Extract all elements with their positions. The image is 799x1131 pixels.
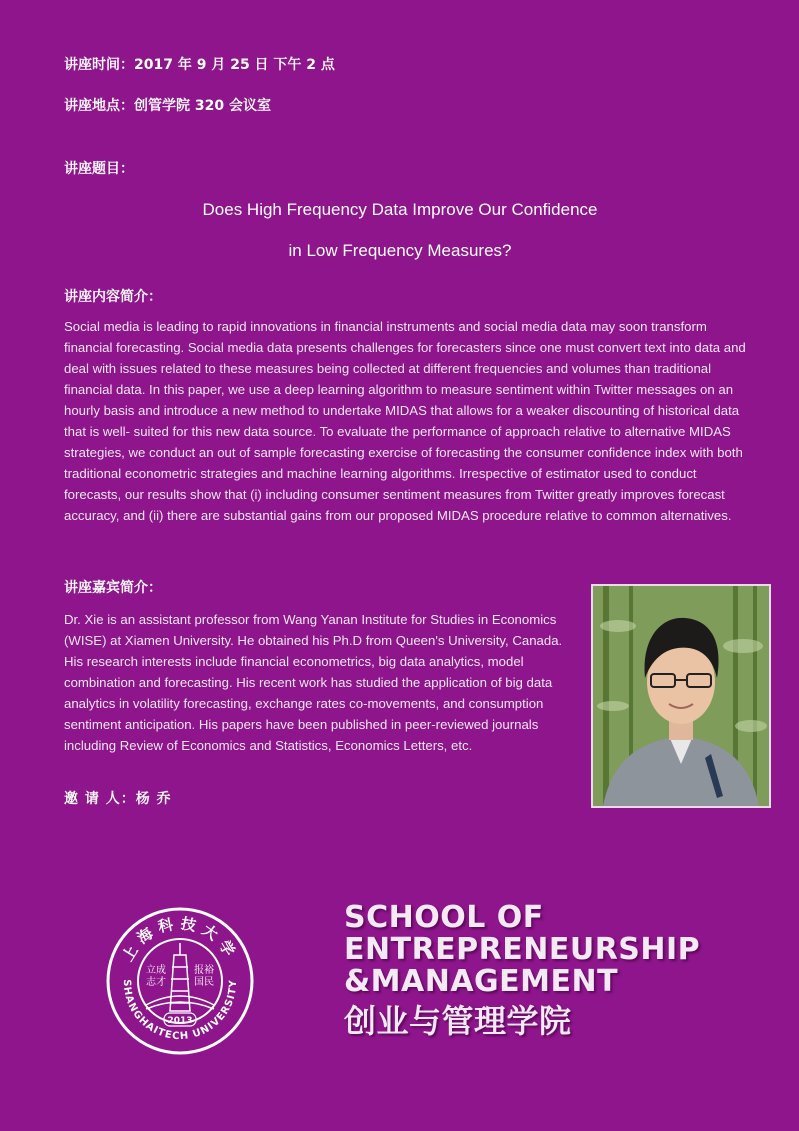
seal-motto-left: 立成 <box>146 965 166 976</box>
seal-motto-right: 报裕 <box>194 965 214 976</box>
seal-motto-left2: 志才 <box>146 977 166 988</box>
speaker-portrait-illustration <box>593 586 769 806</box>
school-name-line3: &MANAGEMENT <box>344 964 619 999</box>
shanghaitech-university-seal <box>106 907 254 1055</box>
abstract-text: Social media is leading to rapid innovations in financial instruments and social media data may soon transform financial forecasting. Social media data presents challenges for forecasters since one must convert text into data and deal with issues related to these measures being collected at different frequencies and volumes than traditional financial data. In this paper, we use a deep learning algorithm to measure sentiment within Twitter messages on an hourly basis and introduce a new method to undertake MIDAS that allows for a weaker discounting of historical data that is well- suited for this new data source. To evaluate the performance of approach relative to alternative MIDAS strategies, we conduct an out of sample forecasting exercise of forecasting the consumer confidence index with both traditional econometric strategies and machine learning algorithms. Irrespective of estimator used to conduct forecasts, our results show that (i) including consumer sentiment measures from Twitter greatly improves forecast accuracy, and (ii) there are substantial gains from our proposed MIDAS procedure relative to common alternatives. <box>64 319 746 523</box>
school-name-chinese: 创业与管理学院 <box>344 1002 572 1040</box>
abstract-label: 讲座内容简介： <box>64 289 162 305</box>
topic-label: 讲座题目： <box>64 161 134 177</box>
talk-title-line1: Does High Frequency Data Improve Our Confidence <box>202 200 598 219</box>
school-name-line1: SCHOOL OF <box>344 900 544 935</box>
school-name-line2: ENTREPRENEURSHIP <box>344 932 701 967</box>
talk-title-line2: in Low Frequency Measures? <box>288 241 512 260</box>
speaker-photo <box>591 584 771 808</box>
seal-english-name: SHANGHAITECH UNIVERSITY <box>120 979 240 1043</box>
seal-year: 2013 <box>167 1016 193 1026</box>
host-line: 邀 请 人：杨 乔 <box>64 791 172 807</box>
seal-chinese-name: 上海科技大学 <box>118 914 242 965</box>
speaker-label: 讲座嘉宾简介： <box>64 580 162 596</box>
speaker-bio: Dr. Xie is an assistant professor from Wang Yanan Institute for Studies in Economics (WISE) at Xiamen University. He obtained his Ph.D from Queen's University, Canada. His research interests include financial econometrics, big data analytics, model combination and forecasting. His recent work has studied the application of big data analytics in volatility forecasting, exchange rates co-movements, and consumption sentiment anticipation. His papers have been published in peer-reviewed journals including Review of Economics and Statistics, Economics Letters, etc. <box>64 612 563 753</box>
lecture-venue: 讲座地点：创管学院 320 会议室 <box>64 98 271 114</box>
seal-motto-right2: 国民 <box>194 977 214 988</box>
lecture-time: 讲座时间：2017 年 9 月 25 日 下午 2 点 <box>64 57 335 73</box>
